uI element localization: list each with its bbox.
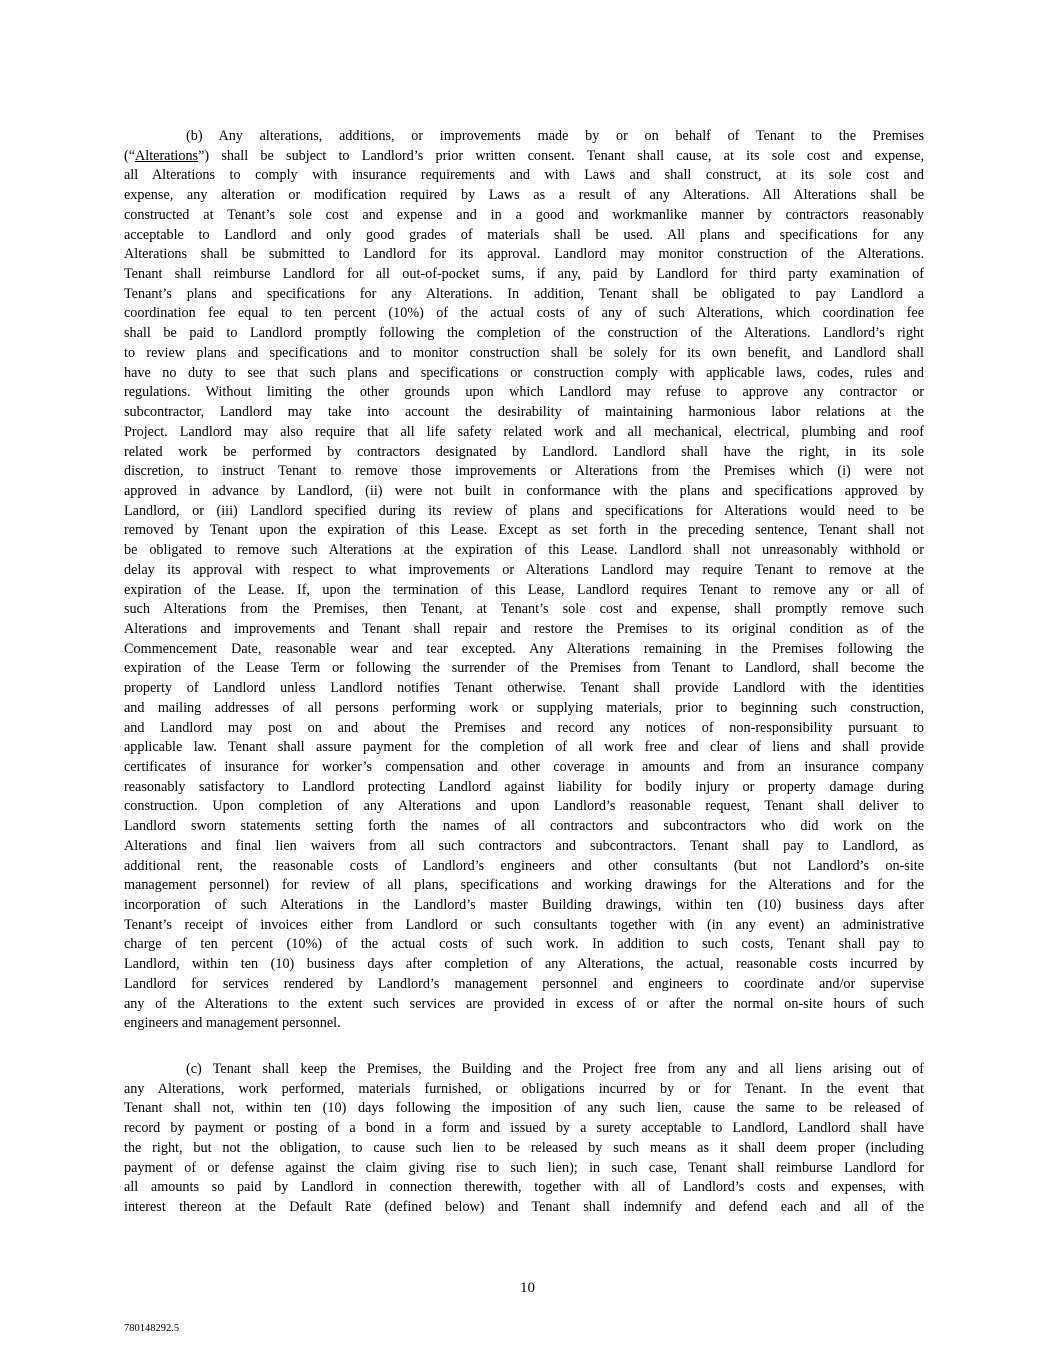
paragraph-c-line: record by payment or posting of a bond in a form and issued by a surety acceptable to Landlord, Landlord shall have [124, 1120, 924, 1137]
paragraph-b-line: reasonably satisfactory to Landlord protecting Landlord against liability for bodily injury or property damage during [124, 778, 924, 795]
paragraph-b-line: expiration of the Lease Term or following the surrender of the Premises from Tenant to Landlord, shall become the [124, 660, 924, 677]
paragraph-b-line: to review plans and specifications and to monitor construction shall be solely for its own benefit, and Landlord shall [124, 344, 924, 361]
paragraph-b-line: charge of ten percent (10%) of the actual costs of such work. In addition to such costs, Tenant shall pay to [124, 936, 924, 953]
paragraph-b-line: Landlord sworn statements setting forth the names of all contractors and subcontractors who did work on the [124, 818, 924, 835]
paragraph-c-line: payment of or defense against the claim giving rise to such lien); in such case, Tenant shall reimburse Landlord for [124, 1159, 924, 1176]
paragraph-b-line: certificates of insurance for worker’s compensation and other coverage in amounts and from an insurance company [124, 759, 924, 775]
paragraph-b-line: delay its approval with respect to what improvements or Alterations Landlord may require Tenant to remove at the [124, 561, 924, 578]
paragraph-b-line: acceptable to Landlord and only good grades of materials shall be used. All plans and specifications for any [124, 226, 924, 243]
paragraph-b-line: management personnel) for review of all plans, specifications and working drawings for the Alterations and for the [124, 877, 924, 894]
paragraph-b-line: Tenant’s plans and specifications for any Alterations. In addition, Tenant shall be obligated to pay Landlord a [124, 285, 924, 302]
paragraph-b-line: subcontractor, Landlord may take into account the desirability of maintaining harmonious labor relations at the [124, 404, 924, 421]
paragraph-b-line: Project. Landlord may also require that all life safety related work and all mechanical, electrical, plumbing and roof [124, 423, 924, 440]
paragraph-b-line: Alterations and final lien waivers from all such contractors and subcontractors. Tenant shall pay to Landlord, as [124, 837, 924, 854]
paragraph-c-line: (c) Tenant shall keep the Premises, the Building and the Project free from any and all liens arising out of [186, 1061, 924, 1077]
paragraph-b-line: applicable law. Tenant shall assure payment for the completion of all work free and clear of liens and shall provide [124, 739, 924, 756]
paragraph-b-line: be obligated to remove such Alterations at the expiration of this Lease. Landlord shall not unreasonably withhold or [124, 542, 924, 559]
paragraph-b-line: all Alterations to comply with insurance requirements and with Laws and shall construct, at its sole cost and [124, 167, 924, 184]
paragraph-c-line: Tenant shall not, within ten (10) days following the imposition of any such lien, cause the same to be released of [124, 1100, 924, 1117]
paragraph-b-line-2: (“Alterations”) shall be subject to Landlord’s prior written consent. Tenant shall cause, at its sole cost and expense, [124, 147, 924, 164]
paragraph-b-line: any of the Alterations to the extent such services are provided in excess of or after the normal on-site hours of such [124, 995, 924, 1012]
paragraph-b-line: constructed at Tenant’s sole cost and expense and in a good and workmanlike manner by contractors reasonably [124, 206, 924, 223]
paragraph-b-line: and Landlord may post on and about the Premises and record any notices of non-responsibility pursuant to [124, 719, 924, 736]
paragraph-c [124, 1060, 924, 1218]
paragraph-b-line: Alterations shall be submitted to Landlord for its approval. Landlord may monitor construction of the Alterations. [124, 246, 924, 263]
paragraph-b-line: shall be paid to Landlord promptly following the completion of the construction of the Alterations. Landlord’s right [124, 325, 924, 342]
paragraph-b-line: Commencement Date, reasonable wear and tear excepted. Any Alterations remaining in the Premises following the [124, 640, 924, 657]
paragraph-b-line: additional rent, the reasonable costs of Landlord’s engineers and other consultants (but not Landlord’s on-site [124, 857, 924, 874]
paragraph-b-line: construction. Upon completion of any Alterations and upon Landlord’s reasonable request, Tenant shall deliver to [124, 798, 924, 815]
paragraph-b-line: and mailing addresses of all persons performing work or supplying materials, prior to beginning such construction, [124, 699, 924, 716]
paragraph-b-line: Tenant’s receipt of invoices either from Landlord or such consultants together with (in any event) an administrative [124, 916, 924, 933]
paragraph-b-line: expense, any alteration or modification required by Laws as a result of any Alterations. All Alterations shall be [124, 187, 924, 204]
paragraph-b-line: incorporation of such Alterations in the Landlord’s master Building drawings, within ten (10) business days after [124, 897, 924, 914]
paragraph-b-line: coordination fee equal to ten percent (10%) of the actual costs of any of such Alterations, which coordination fee [124, 305, 924, 322]
defined-term-alterations: Alterations [135, 147, 199, 164]
paragraph-b-line: approved in advance by Landlord, (ii) were not built in conformance with the plans and specifications approved by [124, 482, 924, 499]
paragraph-b-line: removed by Tenant upon the expiration of this Lease. Except as set forth in the preceding sentence, Tenant shall not [124, 522, 924, 539]
paragraph-c-line: the right, but not the obligation, to cause such lien to be released by such means as it shall deem proper (including [124, 1139, 924, 1156]
paragraph-c-line: interest thereon at the Default Rate (defined below) and Tenant shall indemnify and defend each and all of the [124, 1199, 924, 1216]
paragraph-b-line: property of Landlord unless Landlord notifies Tenant otherwise. Tenant shall provide Landlord with the identities [124, 680, 924, 697]
paragraph-b-line: Landlord, or (iii) Landlord specified during its review of plans and specifications for Alterations would need to be [124, 502, 924, 519]
paragraph-b-line: Landlord for services rendered by Landlord’s management personnel and engineers to coordinate and/or supervise [124, 975, 924, 992]
paragraph-b-line: Alterations and improvements and Tenant shall repair and restore the Premises to its original condition as of the [124, 620, 924, 637]
page-number: 10 [520, 1280, 535, 1296]
paragraph-b-line: discretion, to instruct Tenant to remove those improvements or Alterations from the Premises which (i) were not [124, 463, 924, 480]
document-id: 780148292.5 [124, 1323, 180, 1334]
paragraph-b-line: related work be performed by contractors designated by Landlord. Landlord shall have the right, in its sole [124, 443, 924, 460]
paragraph-b-line: expiration of the Lease. If, upon the termination of this Lease, Landlord requires Tenant to remove any or all of [124, 581, 924, 598]
paragraph-c-line: all amounts so paid by Landlord in connection therewith, together with all of Landlord’s costs and expenses, with [124, 1179, 924, 1196]
paragraph-b-line: such Alterations from the Premises, then Tenant, at Tenant’s sole cost and expense, shall promptly remove such [124, 601, 924, 618]
paragraph-b-line: regulations. Without limiting the other grounds upon which Landlord may refuse to approve any contractor or [124, 384, 924, 401]
paragraph-c-line: any Alterations, work performed, materials furnished, or obligations incurred by or for Tenant. In the event that [124, 1080, 924, 1097]
paragraph-b-line: Landlord, within ten (10) business days after completion of any Alterations, the actual, reasonable costs incurred by [124, 956, 924, 973]
paragraph-b [124, 127, 924, 1034]
paragraph-b-line: engineers and management personnel. [124, 1015, 341, 1032]
paragraph-b-line: have no duty to see that such plans and specifications or construction comply with applicable laws, codes, rules and [124, 364, 924, 381]
paragraph-b-line: Tenant shall reimburse Landlord for all out-of-pocket sums, if any, paid by Landlord for third party examination of [124, 266, 924, 283]
paragraph-b-line-1: (b) Any alterations, additions, or improvements made by or on behalf of Tenant to the Premises [186, 128, 924, 144]
